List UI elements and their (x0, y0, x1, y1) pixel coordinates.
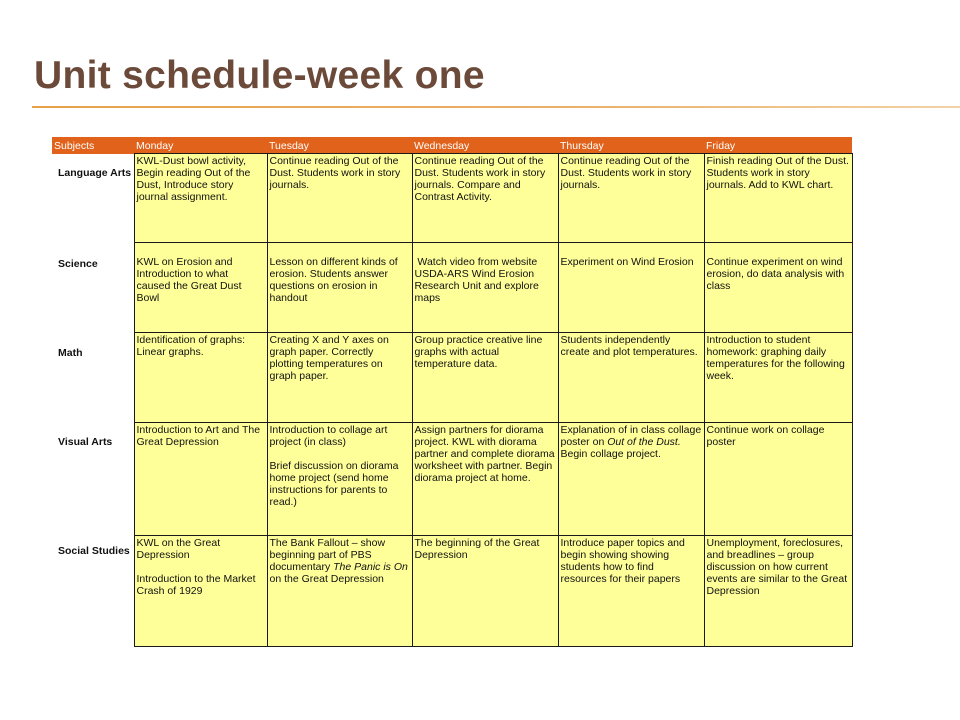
schedule-cell (704, 536, 852, 647)
cell-text: The beginning of the Great Depression (414, 537, 540, 561)
cell-text: KWL on Erosion and Introduction to what caused the Great Dust Bowl (136, 256, 242, 304)
subject-cell (52, 154, 134, 243)
paragraph-gap (270, 448, 410, 460)
schedule-cell (267, 536, 412, 647)
schedule-cell (558, 243, 704, 333)
cell-text: Introduction to student homework: graphing daily temperatures for the following week. (706, 334, 845, 382)
page-title: Unit schedule-week one (34, 54, 485, 97)
schedule-cell (412, 536, 558, 647)
subject-label: Social Studies (58, 544, 130, 557)
subject-cell (52, 536, 134, 647)
subject-label: Science (58, 257, 98, 270)
book-title-emphasis: Out of the Dust. (607, 436, 681, 448)
title-divider (32, 106, 960, 108)
cell-text: KWL-Dust bowl activity, Begin reading Out of the Dust, Introduce story journal assignment. (136, 155, 251, 203)
cell-text: Continue experiment on wind erosion, do data analysis with class (706, 256, 845, 292)
schedule-cell (267, 243, 412, 333)
cell-text: Introduction to Art and The Great Depression (136, 424, 261, 448)
schedule-cell (412, 243, 558, 333)
schedule-cell (134, 423, 267, 536)
schedule-cell (267, 154, 412, 243)
cell-text: Introduce paper topics and begin showing showing students how to find resources for their papers (560, 537, 685, 585)
subject-label: Visual Arts (58, 435, 113, 448)
cell-text: KWL on the Great Depression (136, 537, 221, 561)
header-wednesday: Wednesday (412, 137, 558, 154)
header-friday: Friday (704, 137, 852, 154)
subject-label: Language Arts (58, 166, 132, 179)
cell-text: Brief discussion on diorama home project (send home instructions for parents to read.) (269, 460, 399, 508)
cell-text: Introduction to collage art project (in class) (269, 424, 388, 448)
subject-cell (52, 423, 134, 536)
schedule-cell (558, 423, 704, 536)
schedule-cell (558, 536, 704, 647)
schedule-cell (412, 423, 558, 536)
header-thursday: Thursday (558, 137, 704, 154)
cell-text: Continue reading Out of the Dust. Students work in story journals. (560, 155, 692, 191)
schedule-cell (412, 154, 558, 243)
cell-text: Students independently create and plot temperatures. (560, 334, 698, 358)
cell-text: Continue reading Out of the Dust. Students work in story journals. (269, 155, 401, 191)
schedule-cell (558, 333, 704, 423)
schedule-cell (134, 243, 267, 333)
cell-text-part: The Bank Fallout – show beginning part of PBS documentary (269, 537, 386, 573)
cell-text: Unemployment, foreclosures, and breadlines – group discussion on how current events are similar to the Great Depression (706, 537, 848, 597)
cell-text: Creating X and Y axes on graph paper. Correctly plotting temperatures on graph paper. (269, 334, 389, 382)
header-monday: Monday (134, 137, 267, 154)
cell-text: Group practice creative line graphs with actual temperature data. (414, 334, 543, 370)
cell-text: Introduction to the Market Crash of 1929 (136, 573, 256, 597)
cell-text (270, 537, 410, 585)
schedule-cell (558, 154, 704, 243)
cell-text: Assign partners for diorama project. KWL with diorama partner and complete diorama worksheet with partner. Begin diorama project at home. (414, 424, 555, 484)
cell-text: Lesson on different kinds of erosion. Students answer questions on erosion in handout (269, 256, 398, 304)
cell-text: Experiment on Wind Erosion (560, 256, 694, 268)
subject-cell (52, 333, 134, 423)
cell-text-part: on the Great Depression (269, 573, 384, 585)
schedule-table (52, 137, 853, 647)
cell-text: Continue reading Out of the Dust. Students work in story journals. Compare and Contrast Activity. (414, 155, 546, 203)
table-row (52, 423, 852, 536)
schedule-cell (267, 423, 412, 536)
subject-cell (52, 243, 134, 333)
schedule-cell (412, 333, 558, 423)
documentary-title-emphasis: The Panic is On (333, 561, 408, 573)
header-tuesday: Tuesday (267, 137, 412, 154)
table-row (52, 154, 852, 243)
cell-text: Finish reading Out of the Dust. Students work in story journals. Add to KWL chart. (706, 155, 849, 191)
schedule-cell (134, 333, 267, 423)
header-row (52, 137, 852, 154)
schedule-cell (134, 536, 267, 647)
schedule-cell (704, 154, 852, 243)
table-row (52, 243, 852, 333)
schedule-cell (704, 243, 852, 333)
schedule-cell (704, 333, 852, 423)
cell-text: Identification of graphs: Linear graphs. (136, 334, 246, 358)
paragraph-gap (137, 561, 265, 573)
cell-text-part: Explanation of in class collage poster on (560, 424, 702, 448)
cell-text-part: Begin collage project. (560, 448, 661, 460)
cell-text: Continue work on collage poster (706, 424, 825, 448)
schedule-cell (704, 423, 852, 536)
table-row (52, 536, 852, 647)
schedule-cell (267, 333, 412, 423)
table-row (52, 333, 852, 423)
cell-text: Watch video from website USDA-ARS Wind Erosion Research Unit and explore maps (414, 256, 542, 304)
subject-label: Math (58, 346, 83, 359)
schedule-cell (134, 154, 267, 243)
cell-text (561, 424, 702, 460)
header-subjects: Subjects (52, 137, 134, 154)
